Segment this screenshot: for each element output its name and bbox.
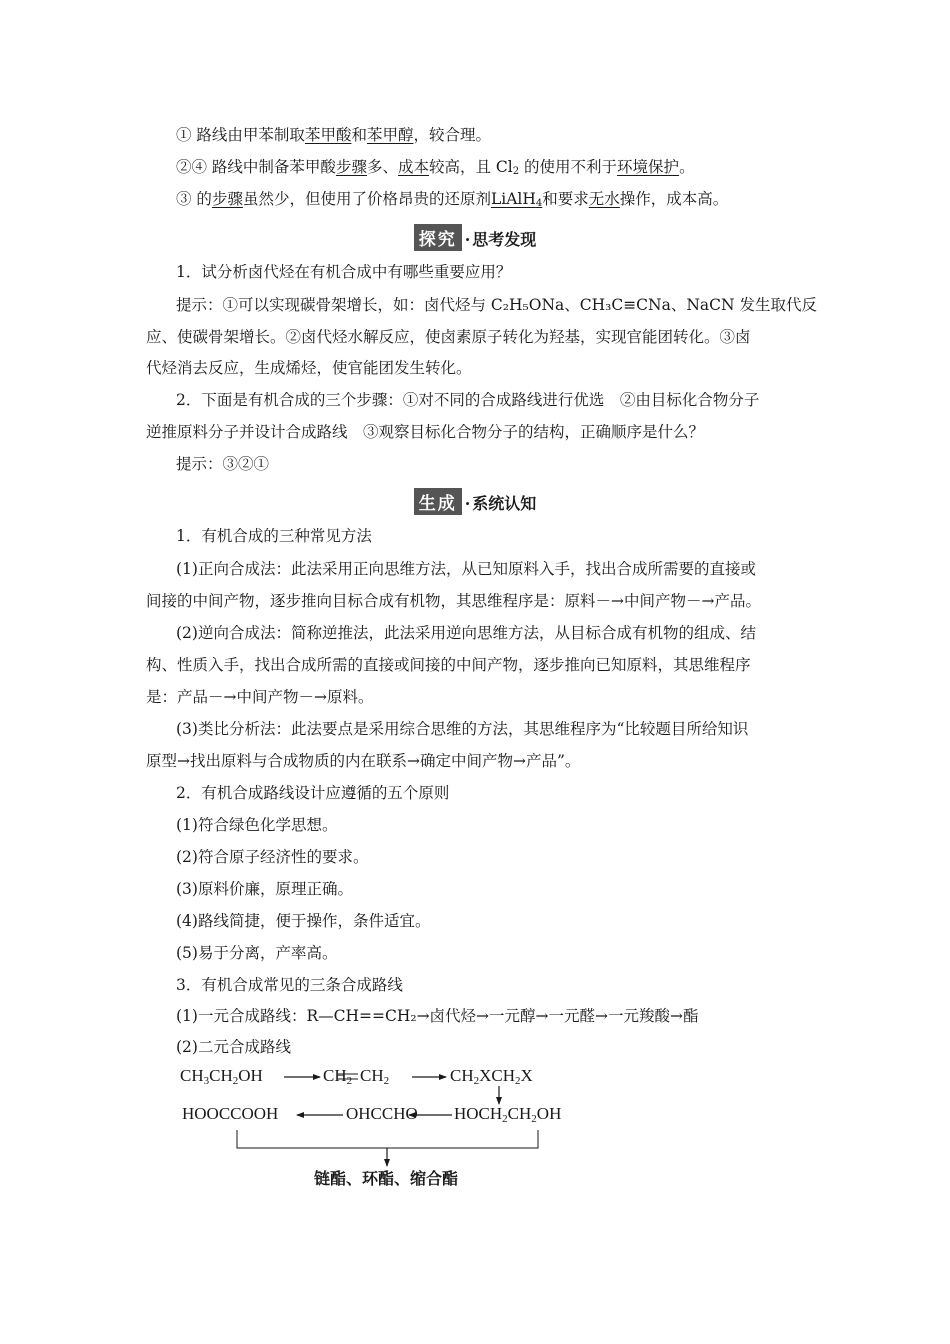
question-2-line-1: 2．下面是有机合成的三个步骤：①对不同的合成路线进行优选 ②由目标化合物分子 [176, 391, 760, 409]
products-label: 链酯、环酯、缩合酯 [314, 1169, 459, 1188]
subscript: 2 [531, 1113, 537, 1125]
separator-dot: · [464, 230, 471, 249]
underlined-text: 苯甲酸 [304, 126, 352, 144]
subscript: 2 [473, 1075, 480, 1087]
principle-4: (4)路线简捷，便于操作，条件适宜。 [176, 912, 431, 930]
subscript: 2 [232, 1075, 239, 1087]
method-3-line-1: (3)类比分析法：此法要点是采用综合思维的方法，其思维程序为“比较题目所给知识 [176, 720, 749, 738]
separator-dot: · [464, 494, 471, 513]
subheading-routes: 3．有机合成常见的三条合成路线 [176, 976, 403, 994]
method-2-line-1: (2)逆向合成法：简称逆推法，此法采用逆向思维方法，从目标合成有机物的组成、结 [176, 624, 756, 642]
text: 较高，且 Cl [428, 158, 513, 176]
text: XCH [479, 1066, 516, 1085]
intro-line-1 [176, 125, 491, 145]
route-2: (2)二元合成路线 [176, 1038, 291, 1056]
method-2-line-3: 是：产品－→中间产物－→原料。 [146, 688, 374, 706]
answer-2: 提示：③②① [176, 455, 270, 473]
intro-line-2 [176, 157, 695, 177]
subheading-principles: 2．有机合成路线设计应遵循的五个原则 [176, 784, 450, 802]
underlined-text: 步骤 [335, 158, 367, 176]
formula-ethene-left [323, 1066, 352, 1087]
subscript: 2 [512, 166, 520, 177]
subscript: 2 [346, 1075, 353, 1087]
text: CH [180, 1066, 204, 1085]
section-heading-generate [0, 488, 950, 515]
method-1-line-1: (1)正向合成法：此法采用正向思维方法，从已知原料入手，找出合成所需要的直接或 [176, 560, 756, 578]
text: ③ 的 [176, 190, 212, 208]
underlined-formula [491, 190, 542, 208]
text: 。 [679, 158, 695, 176]
text: CH [507, 1104, 532, 1123]
text: 多、 [366, 158, 398, 176]
text: HOCH [454, 1104, 503, 1123]
text: 的使用不利于 [519, 158, 618, 176]
subscript: 3 [203, 1075, 210, 1087]
text: CH [360, 1066, 384, 1085]
principle-3: (3)原料价廉，原理正确。 [176, 880, 353, 898]
text: CH [209, 1066, 233, 1085]
principle-5: (5)易于分离，产率高。 [176, 944, 338, 962]
text: ① 路线由甲苯制取 [176, 126, 305, 144]
route-1: (1)一元合成路线：R—CH==CH₂→卤代烃→一元醇→一元醛→一元羧酸→酯 [176, 1007, 699, 1025]
principle-2: (2)符合原子经济性的要求。 [176, 848, 369, 866]
synthesis-route-diagram [180, 1064, 600, 1194]
subheading-methods: 1．有机合成的三种常见方法 [176, 527, 372, 545]
section-heading-explore [0, 224, 950, 251]
text: CH [450, 1066, 474, 1085]
text: OH [238, 1066, 263, 1085]
text: X [520, 1066, 533, 1085]
text: ，较合理。 [413, 126, 491, 144]
formula-ethene-right [360, 1066, 389, 1087]
answer-1-line-2: 应、使碳骨架增长。②卤代烃水解反应，使卤素原子转化为羟基，实现官能团转化。③卤 [146, 328, 751, 346]
answer-1-line-1: 提示：①可以实现碳骨架增长，如：卤代烃与 C₂H₅ONa、CH₃C≡CNa、NaCN 发生取代反 [176, 296, 817, 314]
underlined-text: 成本 [397, 158, 429, 176]
intro-line-3 [176, 189, 728, 209]
text: 和 [351, 126, 367, 144]
formula-dihaloethane [450, 1066, 533, 1087]
formula-glyoxal: OHCCHO [346, 1104, 418, 1123]
method-3-line-2: 原型→找出原料与合成物质的内在联系→确定中间产物→产品”。 [146, 752, 581, 770]
question-2-line-2: 逆推原料分子并设计合成路线 ③观察目标化合物分子的结构，正确顺序是什么？ [146, 423, 705, 441]
principle-1: (1)符合绿色化学思想。 [176, 816, 338, 834]
text: 和要求 [542, 190, 589, 208]
text: CH [323, 1066, 347, 1085]
subscript: 2 [515, 1075, 521, 1087]
formula-oxalic-acid: HOOCCOOH [182, 1104, 279, 1123]
method-2-line-2: 构、性质入手，找出合成所需的直接或间接的中间产物，逐步推向已知原料，其思维程序 [146, 656, 751, 674]
subscript: 4 [535, 198, 543, 209]
formula-ethylene-glycol [454, 1104, 561, 1125]
underlined-text: 步骤 [211, 190, 243, 208]
text: OH [536, 1104, 562, 1123]
text: ②④ 路线中制备苯甲酸 [176, 158, 336, 176]
method-1-line-2: 间接的中间产物，逐步推向目标合成有机物，其思维程序是：原料－→中间产物－→产品。 [146, 592, 761, 610]
subscript: 2 [383, 1075, 390, 1087]
underlined-text: 环境保护 [617, 158, 680, 176]
bracket-line [237, 1130, 538, 1148]
section-tag: 生成 [414, 488, 462, 515]
section-title: 系统认知 [472, 494, 537, 513]
formula-ethanol [180, 1066, 263, 1087]
section-tag: 探究 [414, 224, 462, 251]
text: 操作，成本高。 [619, 190, 729, 208]
underlined-text: 苯甲醇 [366, 126, 414, 144]
text: 虽然少，但使用了价格昂贵的还原剂 [242, 190, 491, 208]
subscript: 2 [502, 1113, 508, 1125]
answer-1-line-3: 代烃消去反应，生成烯烃，使官能团发生转化。 [146, 359, 472, 377]
text: LiAlH [490, 190, 536, 208]
question-1: 1．试分析卤代烃在有机合成中有哪些重要应用？ [176, 263, 512, 281]
underlined-text: 无水 [588, 190, 620, 208]
section-title: 思考发现 [472, 230, 537, 249]
